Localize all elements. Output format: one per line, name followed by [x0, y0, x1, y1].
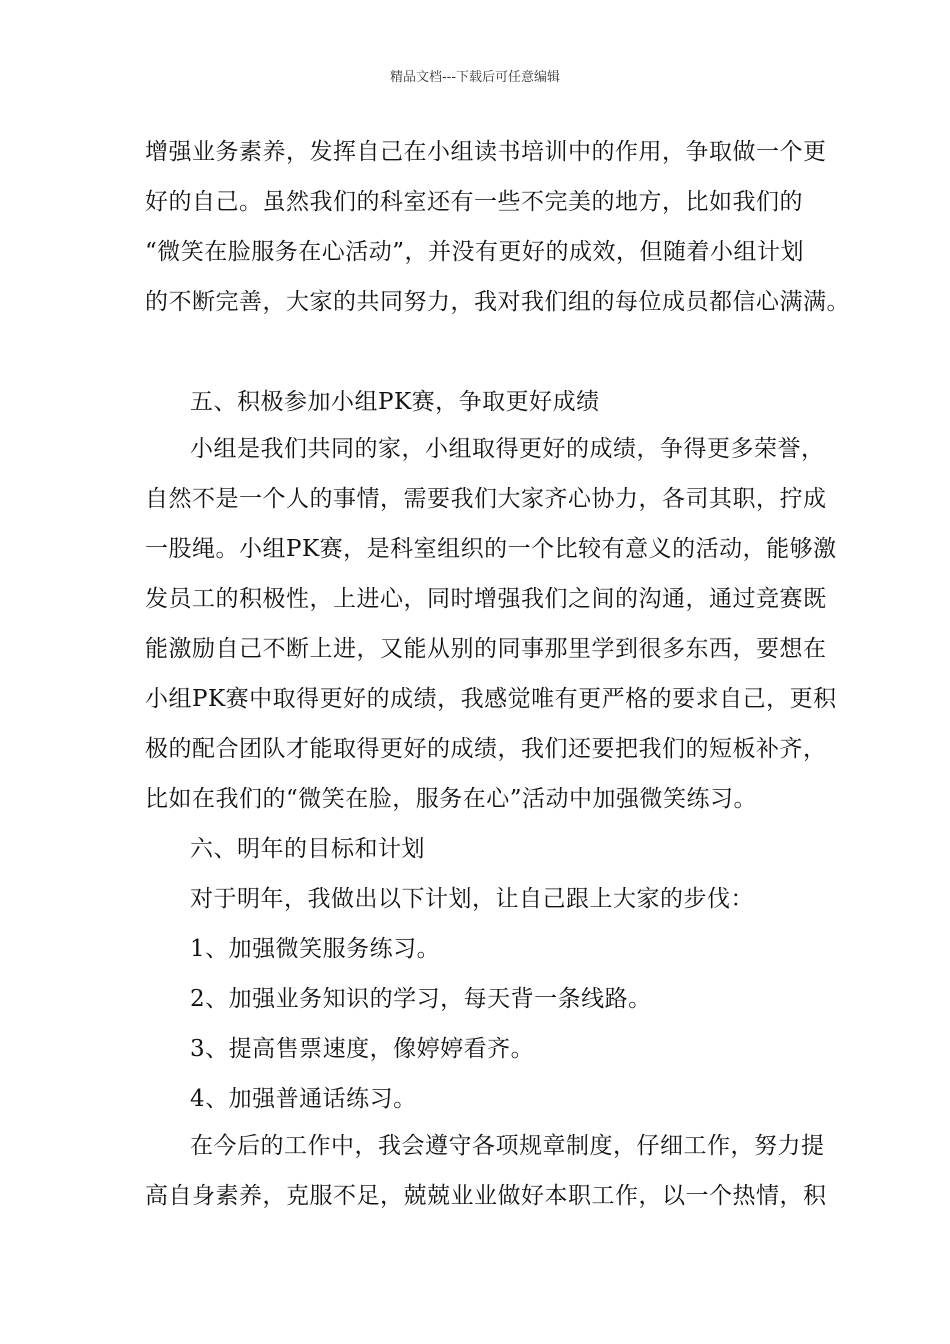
list-item: 2、加强业务知识的学习，每天背一条线路。 — [190, 986, 652, 1012]
paragraph-line: “微笑在脸服务在心活动”，并没有更好的成效，但随着小组计划 — [145, 239, 805, 265]
list-item: 3、提高售票速度，像婷婷看齐。 — [190, 1036, 535, 1062]
section-heading: 六、明年的目标和计划 — [190, 836, 425, 862]
paragraph-line: 的不断完善，大家的共同努力，我对我们组的每位成员都信心满满。 — [145, 289, 850, 315]
list-item: 4、加强普通话练习。 — [190, 1086, 417, 1112]
list-item: 1、加强微笑服务练习。 — [190, 936, 441, 962]
paragraph-line: 自然不是一个人的事情，需要我们大家齐心协力，各司其职，拧成 — [145, 486, 827, 512]
paragraph-line: 能激励自己不断上进，又能从别的同事那里学到很多东西，要想在 — [145, 636, 827, 662]
paragraph-line: 小组是我们共同的家，小组取得更好的成绩，争得更多荣誉， — [190, 436, 825, 462]
paragraph-line: 一股绳。小组PK赛，是科室组织的一个比较有意义的活动，能够激 — [145, 536, 837, 562]
header-note: 精品文档---下载后可任意编辑 — [389, 70, 561, 85]
paragraph-line: 小组PK赛中取得更好的成绩，我感觉唯有更严格的要求自己，更积 — [145, 686, 837, 712]
paragraph-line: 对于明年，我做出以下计划，让自己跟上大家的步伐： — [190, 886, 754, 912]
paragraph-line: 在今后的工作中，我会遵守各项规章制度，仔细工作，努力提 — [190, 1133, 825, 1159]
paragraph-line: 高自身素养，克服不足，兢兢业业做好本职工作，以一个热情，积 — [145, 1183, 827, 1209]
section-heading: 五、积极参加小组PK赛，争取更好成绩 — [190, 389, 600, 415]
paragraph-line: 增强业务素养，发挥自己在小组读书培训中的作用，争取做一个更 — [145, 139, 827, 165]
paragraph-line: 好的自己。虽然我们的科室还有一些不完美的地方，比如我们的 — [145, 189, 803, 215]
paragraph-line: 发员工的积极性，上进心，同时增强我们之间的沟通，通过竞赛既 — [145, 586, 827, 612]
paragraph-line: 比如在我们的“微笑在脸，服务在心”活动中加强微笑练习。 — [145, 786, 758, 812]
paragraph-line: 极的配合团队才能取得更好的成绩，我们还要把我们的短板补齐， — [145, 736, 827, 762]
